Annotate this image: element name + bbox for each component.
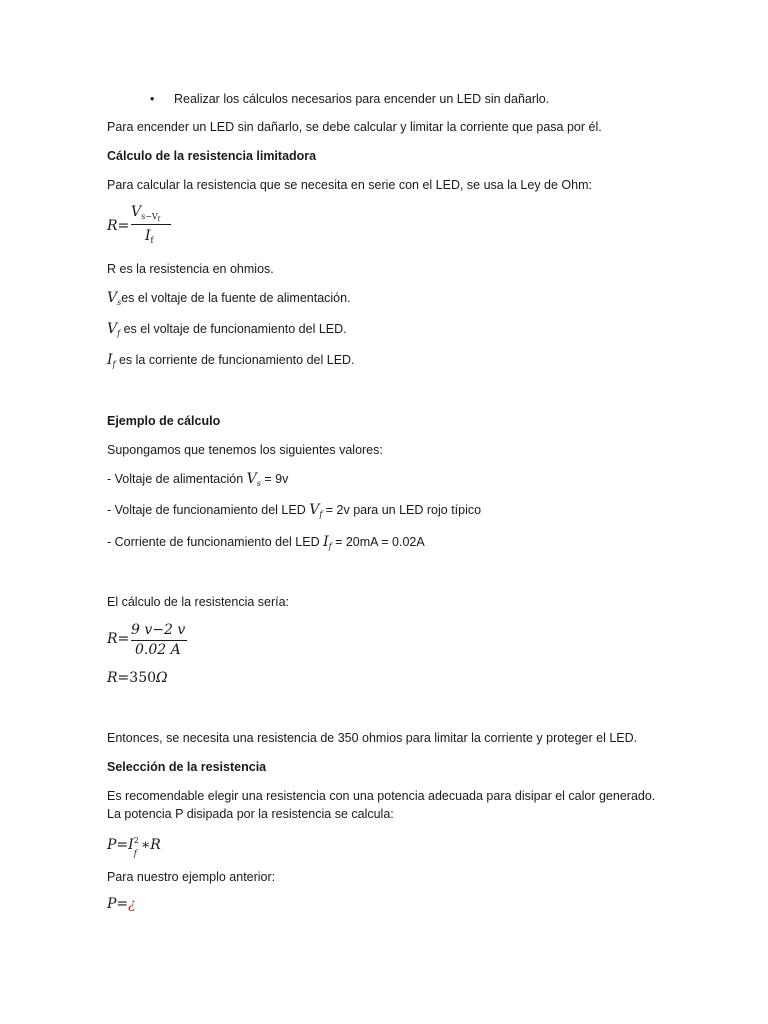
def-if [107, 352, 355, 370]
num-sub-text: s−V [141, 212, 158, 221]
if-symbol: I [107, 352, 113, 368]
vs-symbol: V [107, 290, 118, 306]
value-if-value: = 20mA = 0.02A [331, 535, 425, 549]
num-symbol: V [131, 204, 142, 220]
formula-power-example [107, 895, 136, 913]
calc-paragraph: Para calcular la resistencia que se necesita en serie con el LED, se usa la Ley de Ohm: [107, 178, 592, 192]
value-vs-subscript: s [256, 479, 261, 488]
intro-paragraph: Para encender un LED sin dañarlo, se debe calcular y limitar la corriente que pasa por él. [107, 120, 602, 134]
fraction-bar [131, 224, 171, 225]
vf-subscript: f [117, 329, 121, 338]
formula-power [107, 836, 161, 858]
heading-selection: Selección de la resistencia [107, 760, 267, 774]
value-vs-symbol: V [246, 471, 257, 487]
selection-line-1: Es recomendable elegir una resistencia con una potencia adecuada para disipar el calor generado. [107, 789, 656, 803]
value-vf [107, 502, 481, 520]
value-vs [107, 471, 288, 489]
formula-lhs: R= [107, 218, 130, 234]
fraction2-bar [131, 640, 187, 641]
if-text: es la corriente de funcionamiento del LED. [115, 353, 355, 367]
formula4-rest: ∗R [140, 837, 161, 853]
def-r: R es la resistencia en ohmios. [107, 262, 274, 276]
formula5-error-glyph: ¿ [128, 896, 136, 912]
formula4-symbol: I [128, 837, 134, 853]
value-vf-symbol: V [309, 502, 320, 518]
bullet-dot-icon: • [150, 92, 155, 106]
num-subscript [141, 212, 160, 221]
formula4-sup: 2 [133, 836, 139, 845]
value-vs-label: - Voltaje de alimentación [107, 472, 247, 486]
formula2-denominator: 0.02 A [135, 642, 181, 658]
formula3-lhs: R= [107, 670, 130, 686]
def-vf [107, 321, 347, 339]
value-vs-value: = 9v [260, 472, 289, 486]
formula-denominator [145, 228, 154, 246]
formula-numerator [131, 204, 160, 223]
formula-result [107, 669, 168, 687]
heading-calc: Cálculo de la resistencia limitadora [107, 149, 317, 163]
formula2-lhs: R= [107, 631, 130, 647]
vs-text: es el voltaje de la fuente de alimentación. [121, 291, 351, 305]
den-subscript: f [150, 236, 154, 245]
formula-ohm-law [107, 204, 187, 250]
for-example-paragraph: Para nuestro ejemplo anterior: [107, 870, 276, 884]
formula2-numerator: 9 v−2 v [131, 622, 186, 638]
value-if-symbol: I [323, 534, 329, 550]
calc-would-paragraph: El cálculo de la resistencia sería: [107, 595, 290, 609]
formula5-lhs: P= [107, 896, 129, 912]
vs-subscript: s [117, 298, 122, 307]
value-if-subscript: f [328, 542, 332, 551]
bullet-item [150, 91, 549, 107]
ohm-symbol: Ω [156, 670, 168, 686]
def-vs [107, 290, 351, 308]
value-vf-label: - Voltaje de funcionamiento del LED [107, 503, 310, 517]
value-if [107, 534, 425, 552]
formula4-sub: f [133, 849, 137, 858]
formula-calc [107, 622, 197, 662]
selection-line-2: La potencia P disipada por la resistencia se calcula: [107, 807, 394, 821]
bullet-text: Realizar los cálculos necesarios para encender un LED sin dañarlo. [174, 92, 550, 106]
den-symbol: I [145, 228, 151, 244]
conclusion-paragraph: Entonces, se necesita una resistencia de 350 ohmios para limitar la corriente y proteger el LED. [107, 731, 638, 745]
value-vf-subscript: f [319, 510, 323, 519]
formula4-scripts [133, 836, 141, 858]
value-vf-value: = 2v para un LED rojo típico [322, 503, 482, 517]
vf-text: es el voltaje de funcionamiento del LED. [120, 322, 347, 336]
vf-symbol: V [107, 321, 118, 337]
suppose-paragraph: Supongamos que tenemos los siguientes valores: [107, 443, 383, 457]
formula3-value: 350 [129, 670, 157, 686]
if-subscript: f [112, 360, 116, 369]
value-if-label: - Corriente de funcionamiento del LED [107, 535, 324, 549]
formula4-lhs: P= [107, 837, 129, 853]
heading-example: Ejemplo de cálculo [107, 414, 221, 428]
num-sub-sub: f [157, 216, 160, 223]
